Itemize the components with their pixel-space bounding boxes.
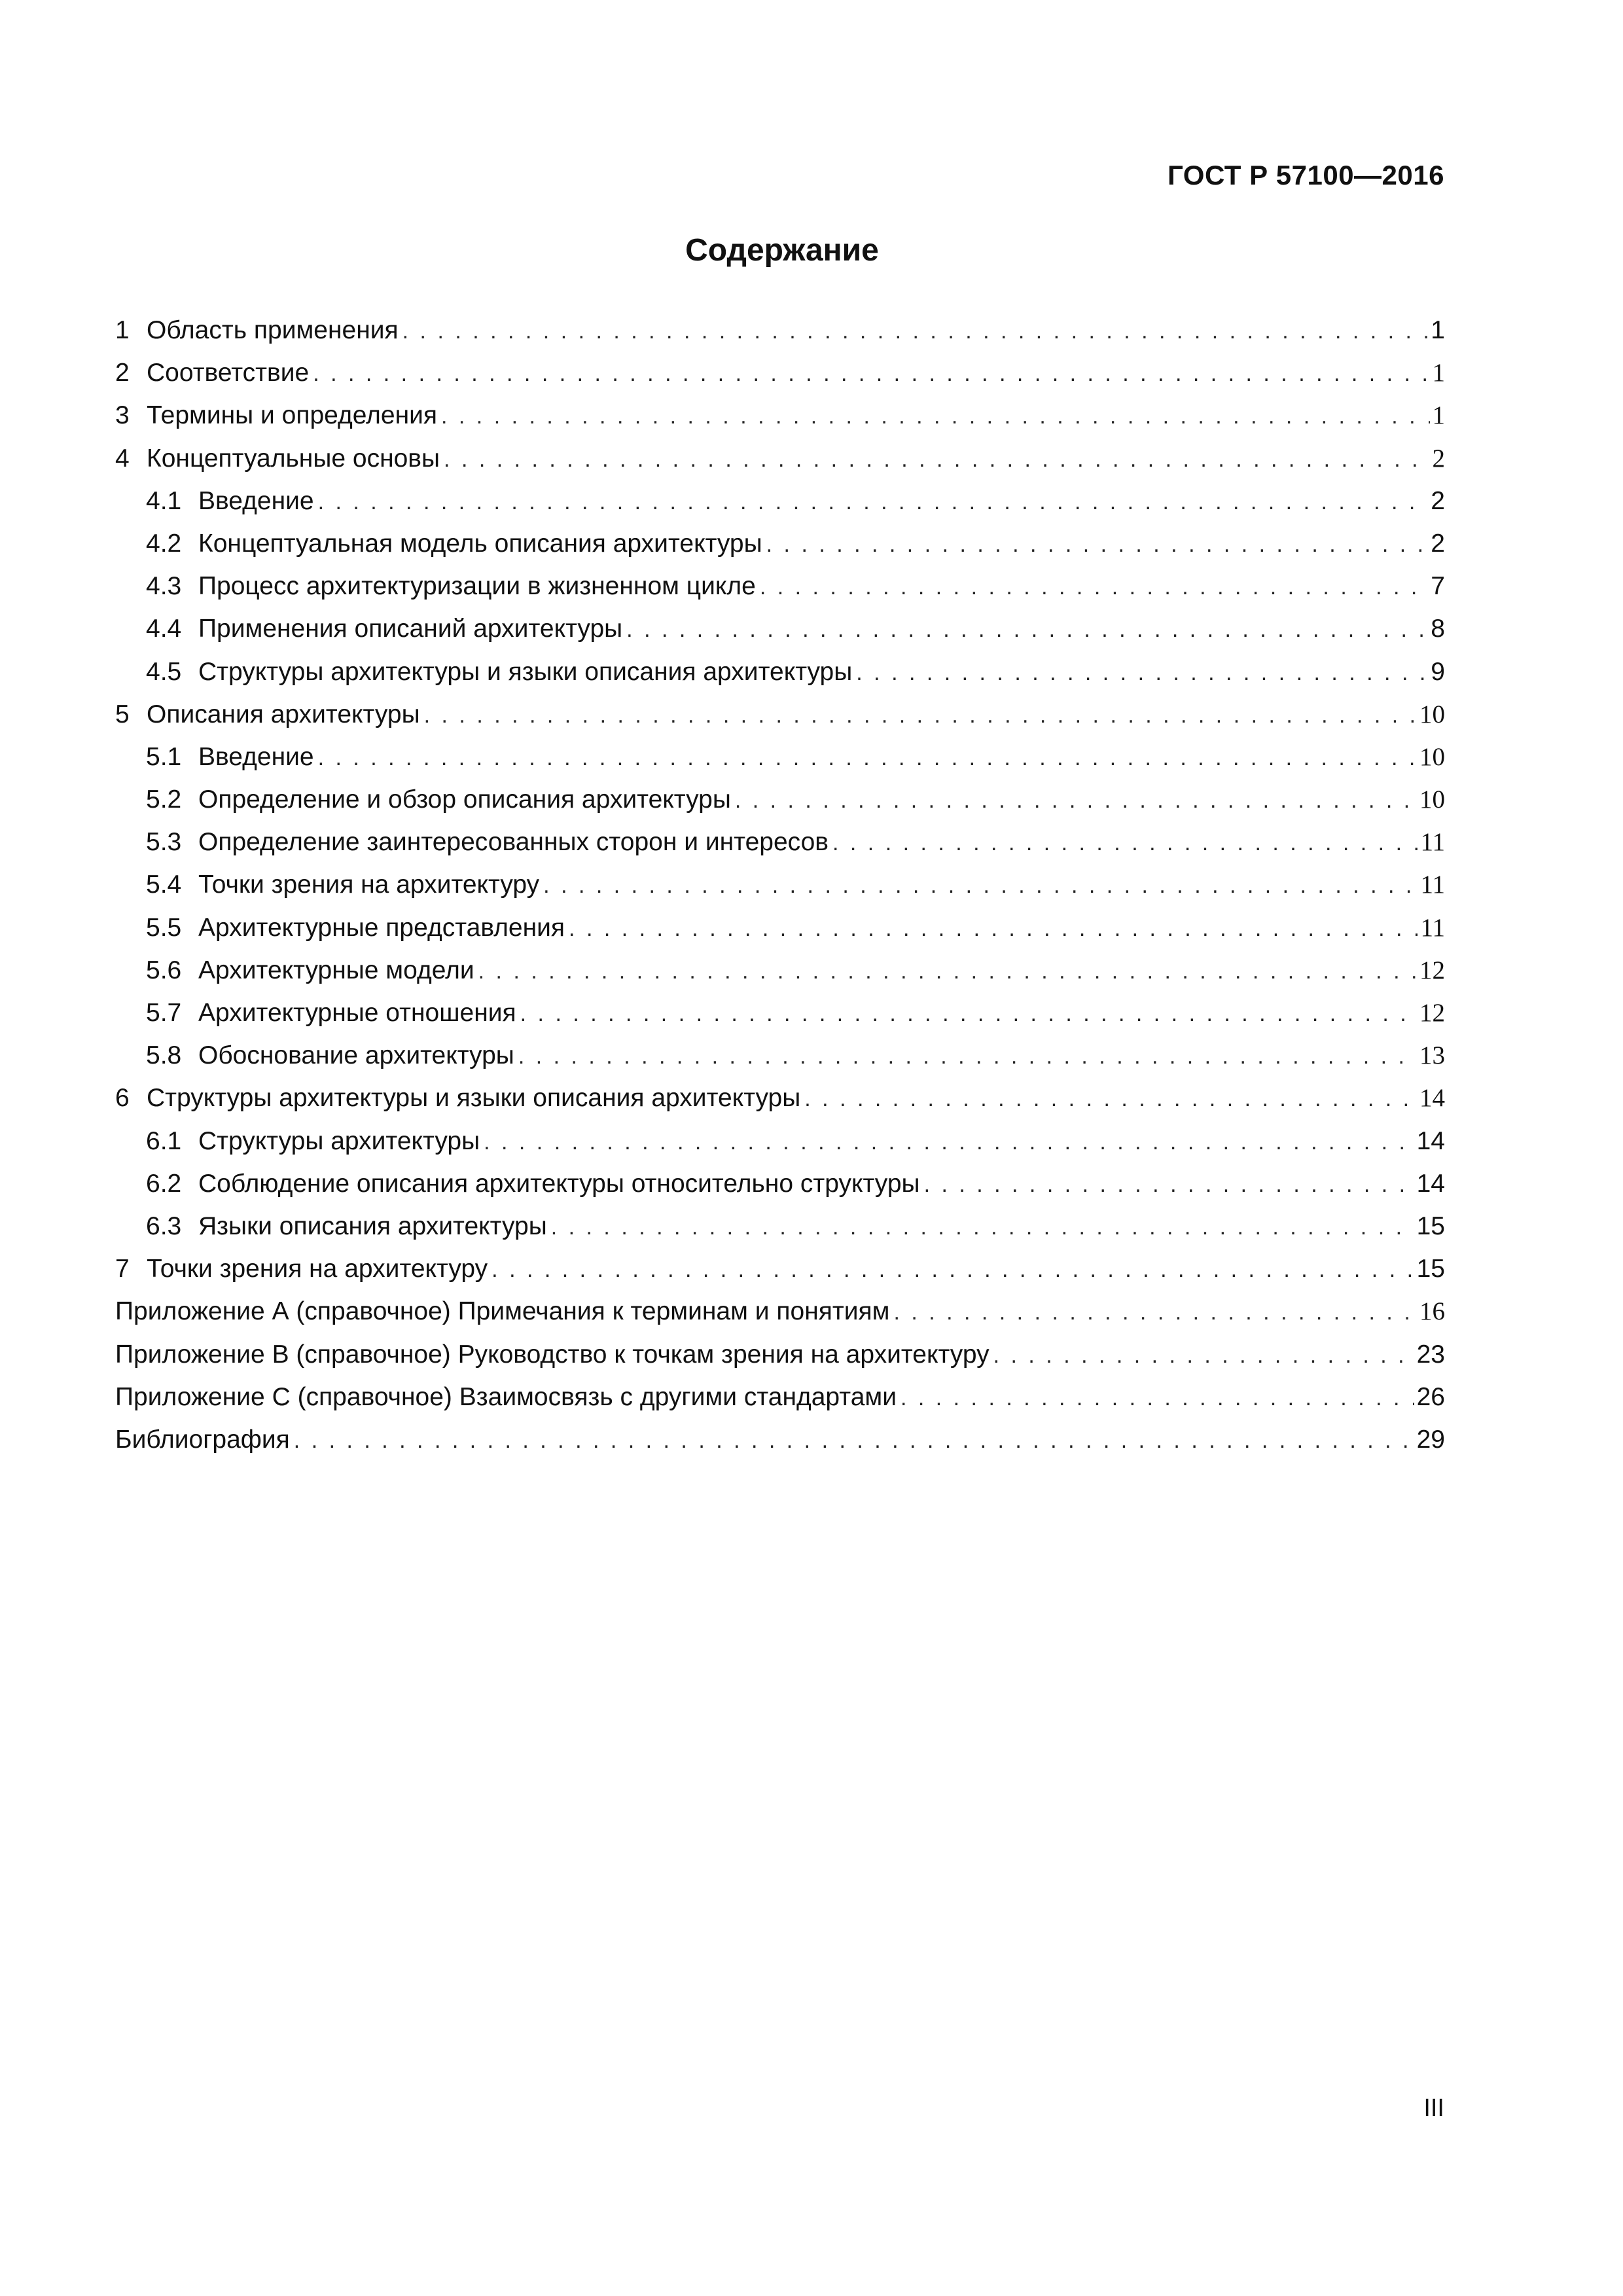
toc-entry[interactable] xyxy=(115,906,1445,949)
toc-entry-page: 2 xyxy=(1431,486,1445,515)
toc-entry-title: Концептуальная модель описания архитектуры xyxy=(198,529,762,558)
toc-entry-number: 3 xyxy=(115,401,130,430)
toc-entry-title: Описания архитектуры xyxy=(147,700,420,728)
toc-entry-page: 11 xyxy=(1420,913,1445,942)
toc-dot-leader xyxy=(491,1249,1414,1291)
toc-entry-page: 15 xyxy=(1416,1211,1445,1240)
toc-entry-page: 14 xyxy=(1416,1169,1445,1198)
toc-entry-page: 9 xyxy=(1431,657,1445,686)
toc-entry-title: Точки зрения на архитектуру xyxy=(147,1255,488,1283)
toc-entry-number: 6.1 xyxy=(146,1126,182,1155)
toc-entry-page: 7 xyxy=(1431,572,1445,601)
toc-entry-title: Введение xyxy=(198,486,314,515)
toc-dot-leader xyxy=(484,1121,1414,1164)
toc-entry-title: Библиография xyxy=(115,1425,290,1454)
toc-entry-number: 2 xyxy=(115,359,130,387)
toc-entry-page: 12 xyxy=(1419,956,1445,984)
toc-entry-page: 14 xyxy=(1419,1084,1445,1113)
toc-dot-leader xyxy=(444,439,1429,481)
toc-entry-title: Определение и обзор описания архитектуры xyxy=(198,785,731,814)
toc-entry-number: 6 xyxy=(115,1084,130,1113)
toc-entry-number: 5.6 xyxy=(146,956,182,984)
toc-entry[interactable] xyxy=(115,522,1445,565)
toc-entry[interactable] xyxy=(115,651,1445,693)
toc-entry-page: 1 xyxy=(1432,401,1445,430)
toc-entry-page: 2 xyxy=(1432,444,1445,473)
toc-entry[interactable] xyxy=(115,480,1445,522)
toc-entry-page: 15 xyxy=(1416,1255,1445,1283)
toc-entry[interactable] xyxy=(115,1205,1445,1247)
toc-entry[interactable] xyxy=(115,1247,1445,1290)
toc-entry[interactable] xyxy=(115,821,1445,863)
toc-entry[interactable] xyxy=(115,736,1445,778)
toc-entry-number: 4.3 xyxy=(146,572,182,601)
toc-entry-title: Применения описаний архитектуры xyxy=(198,615,623,643)
toc-entry-title: Приложение А (справочное) Примечания к терминам и понятиям xyxy=(115,1297,890,1326)
toc-entry[interactable] xyxy=(115,351,1445,394)
toc-dot-leader xyxy=(318,737,1417,780)
toc-entry-page: 23 xyxy=(1416,1340,1445,1369)
toc-entry-page: 12 xyxy=(1419,999,1445,1027)
toc-entry-number: 6.3 xyxy=(146,1211,182,1240)
toc-dot-leader xyxy=(318,481,1429,524)
toc-entry[interactable] xyxy=(115,949,1445,992)
document-code: ГОСТ Р 57100—2016 xyxy=(1168,160,1444,190)
toc-entry[interactable] xyxy=(115,1162,1445,1205)
toc-entry[interactable] xyxy=(115,1077,1445,1119)
toc-entry-number: 5.3 xyxy=(146,828,182,857)
page-number: III xyxy=(1423,2094,1444,2122)
toc-entry-number: 4.2 xyxy=(146,529,182,558)
toc-dot-leader xyxy=(551,1206,1414,1249)
toc-dot-leader xyxy=(478,950,1417,993)
toc-entry-title: Архитектурные представления xyxy=(198,913,565,942)
toc-entry-number: 1 xyxy=(115,316,130,344)
toc-dot-leader xyxy=(520,993,1417,1035)
toc-entry-title: Языки описания архитектуры xyxy=(198,1211,547,1240)
toc-entry-title: Процесс архитектуризации в жизненном цикле xyxy=(198,572,756,601)
toc-dot-leader xyxy=(294,1420,1414,1462)
toc-entry-number: 5.2 xyxy=(146,785,182,814)
toc-dot-leader xyxy=(424,694,1417,737)
toc-entry[interactable] xyxy=(115,693,1445,736)
toc-entry-number: 5.7 xyxy=(146,999,182,1027)
toc-entry-title: Область применения xyxy=(147,316,399,344)
toc-dot-leader xyxy=(832,822,1418,865)
toc-dot-leader xyxy=(735,780,1417,822)
toc-dot-leader xyxy=(569,908,1418,950)
toc-entry[interactable] xyxy=(115,1376,1445,1418)
toc-entry-number: 5 xyxy=(115,700,130,728)
toc-entry[interactable] xyxy=(115,778,1445,821)
toc-entry-page: 13 xyxy=(1419,1041,1445,1070)
toc-entry[interactable] xyxy=(115,607,1445,650)
toc-entry[interactable] xyxy=(115,437,1445,480)
toc-entry[interactable] xyxy=(115,1034,1445,1077)
toc-entry[interactable] xyxy=(115,1418,1445,1461)
toc-dot-leader xyxy=(856,652,1428,694)
toc-entry[interactable] xyxy=(115,565,1445,607)
toc-entry[interactable] xyxy=(115,394,1445,437)
toc-entry[interactable] xyxy=(115,309,1445,351)
toc-entry-title: Приложение С (справочное) Взаимосвязь с другими стандартами xyxy=(115,1382,897,1411)
toc-entry-title: Архитектурные модели xyxy=(198,956,474,984)
toc-entry-title: Структуры архитектуры и языки описания архитектуры xyxy=(147,1084,801,1113)
toc-entry-title: Структуры архитектуры xyxy=(198,1126,480,1155)
toc-entry-page: 14 xyxy=(1416,1126,1445,1155)
toc-entry-page: 16 xyxy=(1419,1297,1445,1326)
toc-entry-number: 5.1 xyxy=(146,742,182,771)
toc-dot-leader xyxy=(441,395,1429,438)
toc-entry-page: 10 xyxy=(1419,700,1445,728)
toc-entry-page: 10 xyxy=(1419,785,1445,814)
toc-entry-number: 5.4 xyxy=(146,870,182,899)
toc-entry[interactable] xyxy=(115,1333,1445,1376)
toc-entry-title: Соблюдение описания архитектуры относительно структуры xyxy=(198,1169,920,1198)
toc-dot-leader xyxy=(313,353,1429,395)
toc-entry-title: Введение xyxy=(198,742,314,771)
toc-entry[interactable] xyxy=(115,863,1445,906)
toc-dot-leader xyxy=(804,1078,1417,1121)
toc-entry-title: Архитектурные отношения xyxy=(198,999,516,1027)
toc-entry-number: 4.5 xyxy=(146,657,182,686)
toc-dot-leader xyxy=(626,609,1428,651)
toc-entry[interactable] xyxy=(115,1120,1445,1162)
toc-dot-leader xyxy=(893,1291,1417,1334)
toc-entry-page: 1 xyxy=(1431,316,1445,344)
toc-entry-page: 2 xyxy=(1431,529,1445,558)
toc-entry-page: 11 xyxy=(1420,828,1445,857)
toc-entry[interactable] xyxy=(115,992,1445,1034)
toc-dot-leader xyxy=(760,566,1428,609)
toc-entry-page: 8 xyxy=(1431,615,1445,643)
toc-entry-number: 6.2 xyxy=(146,1169,182,1198)
toc-dot-leader xyxy=(766,524,1429,566)
toc-entry-number: 4 xyxy=(115,444,130,473)
toc-entry-title: Концептуальные основы xyxy=(147,444,440,473)
toc-entry-number: 4.4 xyxy=(146,615,182,643)
toc-entry-page: 26 xyxy=(1416,1382,1445,1411)
toc-entry-page: 29 xyxy=(1416,1425,1445,1454)
toc-entry-page: 11 xyxy=(1420,870,1445,899)
toc-entry-title: Обоснование архитектуры xyxy=(198,1041,514,1070)
toc-entry-number: 5.8 xyxy=(146,1041,182,1070)
toc-entry-title: Точки зрения на архитектуру xyxy=(198,870,540,899)
toc-entry-number: 4.1 xyxy=(146,486,182,515)
table-of-contents xyxy=(115,309,1445,1461)
toc-entry-title: Структуры архитектуры и языки описания архитектуры xyxy=(198,657,853,686)
toc-entry-title: Определение заинтересованных сторон и интересов xyxy=(198,828,829,857)
toc-title: Содержание xyxy=(685,233,879,268)
toc-dot-leader xyxy=(543,865,1418,907)
toc-dot-leader xyxy=(402,310,1429,353)
toc-entry-page: 1 xyxy=(1432,359,1445,387)
toc-entry-title: Термины и определения xyxy=(147,401,438,430)
toc-dot-leader xyxy=(901,1377,1414,1420)
toc-entry-title: Приложение В (справочное) Руководство к точкам зрения на архитектуру xyxy=(115,1340,990,1369)
toc-dot-leader xyxy=(924,1164,1414,1206)
toc-entry-title: Соответствие xyxy=(147,359,310,387)
toc-entry-number: 7 xyxy=(115,1255,130,1283)
toc-dot-leader xyxy=(993,1335,1414,1377)
toc-entry-page: 10 xyxy=(1419,742,1445,771)
toc-dot-leader xyxy=(518,1035,1417,1078)
toc-entry[interactable] xyxy=(115,1290,1445,1333)
toc-entry-number: 5.5 xyxy=(146,913,182,942)
